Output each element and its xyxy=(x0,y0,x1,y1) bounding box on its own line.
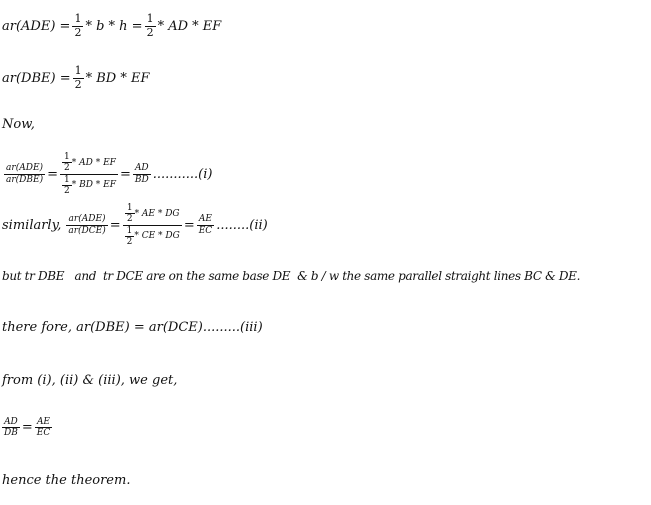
fraction-numerator: 1 xyxy=(74,64,82,77)
ratio-fraction xyxy=(35,417,52,439)
ratio-fraction xyxy=(66,214,107,236)
fraction-denominator: ar(DCE) xyxy=(68,225,106,236)
fraction-denominator: DB xyxy=(4,428,18,439)
fraction-numerator: 1 xyxy=(64,152,70,162)
fraction-numerator: 1 xyxy=(126,203,133,213)
fraction-numerator: AE xyxy=(36,417,51,427)
text-segment: * AE * DG xyxy=(134,208,180,219)
text-segment: * BD * EF xyxy=(71,180,116,191)
fraction-numerator: 1 xyxy=(146,12,154,25)
equals-sign: = xyxy=(183,217,195,233)
text-segment: but tr DBE and tr DCE are on the same base DE & b / w the same parallel straight lines BC & DE. xyxy=(2,269,581,283)
ratio-fraction xyxy=(197,214,214,236)
result-equation xyxy=(2,417,54,439)
fraction-one-half xyxy=(72,13,83,39)
ratio-equation-i xyxy=(2,152,212,196)
fraction-numerator xyxy=(123,203,182,225)
equation-iii xyxy=(2,321,263,334)
fraction-numerator: 1 xyxy=(74,12,82,25)
text-segment: there fore, ar(DBE) = ar(DCE).........(iii) xyxy=(2,320,263,335)
fraction-numerator: 1 xyxy=(64,174,70,185)
now-line xyxy=(2,118,35,131)
ratio-equation-ii xyxy=(2,203,268,247)
fraction-denominator: 2 xyxy=(126,214,133,225)
text-segment: ar(ADE) = xyxy=(2,18,71,34)
compound-fraction xyxy=(60,152,118,196)
text-segment: * CE * DG xyxy=(134,231,180,242)
fraction-numerator: ar(ADE) xyxy=(6,163,44,174)
fraction-denominator: 2 xyxy=(146,25,154,39)
equals-sign: = xyxy=(21,420,33,436)
equals-sign: = xyxy=(119,166,131,182)
fraction-numerator: AD xyxy=(134,163,149,174)
equation-area-ade xyxy=(2,13,221,39)
equation-tag: ...........(i) xyxy=(152,166,213,182)
fraction-denominator: 2 xyxy=(126,237,133,248)
fraction-one-half xyxy=(145,13,156,39)
conclusion-line xyxy=(2,474,130,487)
ratio-fraction xyxy=(133,163,151,185)
text-segment: Now, xyxy=(2,117,35,132)
fraction-denominator: 2 xyxy=(74,25,82,39)
fraction-denominator: EC xyxy=(198,225,213,236)
fraction-one-half xyxy=(73,65,84,91)
triangle-statement xyxy=(2,270,580,282)
fraction-denominator: 2 xyxy=(74,77,82,91)
fraction-one-half xyxy=(125,226,135,248)
ratio-fraction xyxy=(4,163,45,185)
fraction-one-half xyxy=(125,203,135,225)
fraction-denominator xyxy=(123,226,182,248)
fraction-denominator: ar(DBE) xyxy=(6,174,44,185)
text-segment: * AD * EF xyxy=(71,157,116,168)
fraction-numerator: ar(ADE) xyxy=(68,214,106,225)
fraction-denominator: EC xyxy=(36,428,51,439)
compound-fraction xyxy=(123,203,182,247)
fraction-denominator xyxy=(60,175,118,197)
equation-tag: ........(ii) xyxy=(216,217,268,233)
fraction-numerator: 1 xyxy=(126,225,133,236)
equals-sign: = xyxy=(47,166,58,182)
text-segment: ar(DBE) = xyxy=(2,70,71,86)
equals-sign: = xyxy=(109,217,121,233)
equation-area-dbe xyxy=(2,65,150,91)
fraction-one-half xyxy=(62,152,72,174)
ratio-fraction xyxy=(2,417,20,439)
text-segment: hence the theorem. xyxy=(2,473,131,488)
text-segment: * BD * EF xyxy=(85,70,150,86)
text-segment: * AD * EF xyxy=(157,18,222,34)
text-segment: similarly, xyxy=(2,217,62,233)
text-segment: * b * h = xyxy=(85,18,143,34)
fraction-one-half xyxy=(62,175,72,197)
fraction-numerator xyxy=(60,152,118,174)
combine-line xyxy=(2,374,177,387)
fraction-numerator: AD xyxy=(4,417,18,427)
fraction-denominator: 2 xyxy=(64,186,70,197)
fraction-denominator: 2 xyxy=(64,163,70,174)
fraction-denominator: BD xyxy=(134,174,149,185)
text-segment: from (i), (ii) & (iii), we get, xyxy=(2,373,178,388)
fraction-numerator: AE xyxy=(198,214,212,225)
